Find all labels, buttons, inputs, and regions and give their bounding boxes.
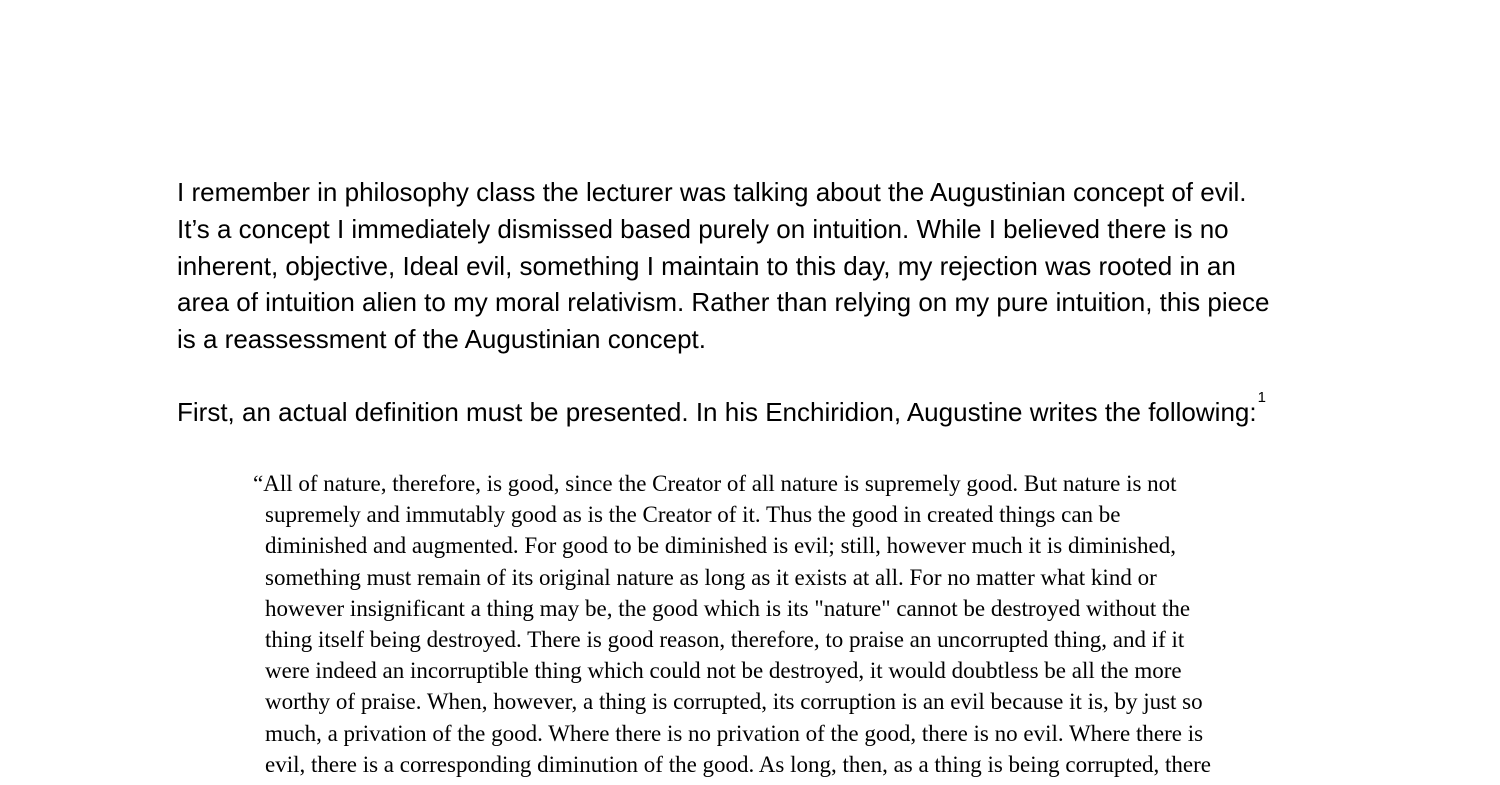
- quote-line: thing itself being destroyed. There is good reason, therefore, to praise an uncorrupted thing, and if it: [265, 627, 1185, 653]
- paragraph-line: [177, 389, 1266, 431]
- quote-line: however insignificant a thing may be, the good which is its "nature" cannot be destroyed without the: [265, 595, 1191, 621]
- footnote-marker[interactable]: 1: [1257, 389, 1266, 406]
- quote-line: evil, there is a corresponding diminution of the good. As long, then, as a thing is being corrupted, there: [265, 751, 1211, 777]
- paragraph-line-text: First, an actual definition must be presented. In his Enchiridion, Augustine writes the following:: [177, 397, 1257, 427]
- quote-line: “All of nature, therefore, is good, since the Creator of all nature is supremely good. But nature is not: [253, 471, 1177, 496]
- definition-paragraph: [177, 389, 1266, 431]
- quote-line: something must remain of its original nature as long as it exists at all. For no matter what kind or: [265, 564, 1157, 590]
- paragraph-line: area of intuition alien to my moral relativism. Rather than relying on my pure intuition, this piece: [177, 287, 1270, 318]
- paragraph-line: is a reassessment of the Augustinian concept.: [177, 324, 706, 355]
- augustine-block-quote: [253, 468, 1211, 780]
- quote-line: worthy of praise. When, however, a thing is corrupted, its corruption is an evil because it is, by just so: [265, 689, 1203, 715]
- quote-line: much, a privation of the good. Where there is no privation of the good, there is no evil. Where there is: [265, 720, 1204, 746]
- quote-line: were indeed an incorruptible thing which could not be destroyed, it would doubtless be all the more: [265, 658, 1182, 684]
- paragraph-line: I remember in philosophy class the lecturer was talking about the Augustinian concept of evil.: [177, 177, 1247, 207]
- paragraph-line: inherent, objective, Ideal evil, something I maintain to this day, my rejection was rooted in an: [177, 250, 1236, 281]
- quote-line: diminished and augmented. For good to be diminished is evil; still, however much it is diminished,: [265, 533, 1176, 559]
- quote-line: supremely and immutably good as is the Creator of it. Thus the good in created things can be: [265, 502, 1121, 528]
- paragraph-line: It’s a concept I immediately dismissed based purely on intuition. While I believed there is no: [177, 213, 1229, 244]
- intro-paragraph: [177, 174, 1270, 358]
